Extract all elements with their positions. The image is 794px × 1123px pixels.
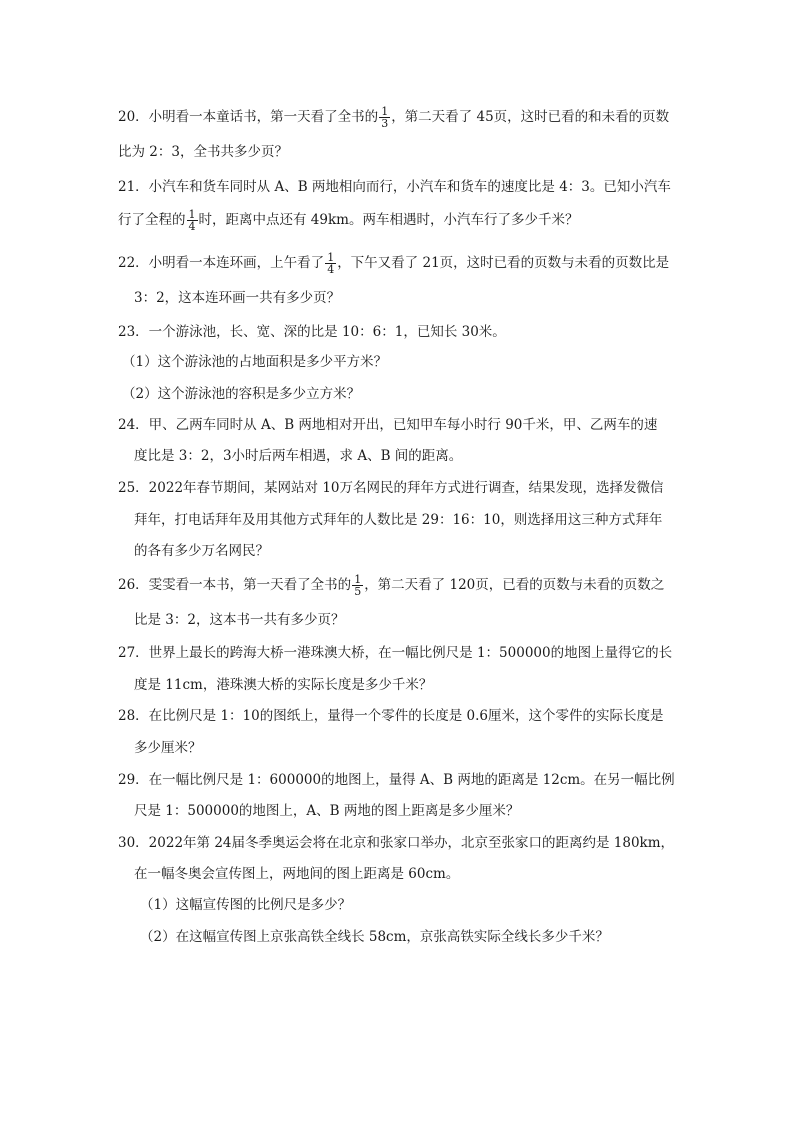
question-text: ，第二天看了 120页，已看的页数与未看的页数之: [364, 577, 665, 593]
question-text: 多少厘米？: [134, 740, 202, 756]
sub-question: （1）这个游泳池的占地面积是多少平方米？: [122, 354, 388, 370]
sub-question: （2）这个游泳池的容积是多少立方米？: [122, 386, 361, 402]
question-text: 3：2，这本连环画一共有多少页？: [134, 290, 341, 306]
question-text: 行了全程的: [118, 212, 186, 228]
fraction: $\frac{1}{3}$: [381, 105, 389, 130]
question-text: 21．小汽车和货车同时从 A、B 两地相向而行，小汽车和货车的速度比是 4：3。已知小汽车: [118, 179, 671, 195]
question-text: 28．在比例尺是 1：10的图纸上，量得一个零件的长度是 0.6厘米，这个零件的实际长度是: [118, 708, 664, 724]
question-text: 度是 11cm，港珠澳大桥的实际长度是多少千米？: [134, 677, 433, 693]
question-text: ，下午又看了 21页，这时已看的页数与未看的页数比是: [337, 255, 670, 271]
sub-question: （2）在这幅宣传图上京张高铁全线长 58cm，京张高铁实际全线长多少千米？: [140, 929, 609, 945]
question-text: 26．雯雯看一本书，第一天看了全书的: [118, 577, 352, 593]
question-text: 25．2022年春节期间，某网站对 10万名网民的拜年方式进行调查，结果发现，选择发微信: [118, 480, 664, 496]
question-text: 在一幅冬奥会宣传图上，两地间的图上距离是 60cm。: [134, 866, 460, 882]
question-text: 拜年，打电话拜年及用其他方式拜年的人数比是 29：16：10，则选择用这三种方式拜年: [134, 512, 663, 528]
question-text: 度比是 3：2，3小时后两车相遇，求 A、B 间的距离。: [134, 448, 463, 464]
question-text: 23．一个游泳池，长、宽、深的比是 10：6：1，已知长 30米。: [118, 324, 506, 340]
fraction: $\frac{1}{4}$: [327, 251, 335, 276]
question-text: 时，距离中点还有 49km。两车相遇时，小汽车行了多少千米？: [198, 212, 579, 228]
question-text: 27．世界上最长的跨海大桥一港珠澳大桥，在一幅比例尺是 1：500000的地图上量得它的长: [118, 645, 673, 661]
question-text: 29．在一幅比例尺是 1：600000的地图上，量得 A、B 两地的距离是 12cm。在另一幅比例: [118, 772, 675, 788]
question-text: 尺是 1：500000的地图上，A、B 两地的图上距离是多少厘米？: [134, 803, 520, 819]
question-text: 24．甲、乙两车同时从 A、B 两地相对开出，已知甲车每小时行 90千米，甲、乙两车的速: [118, 417, 658, 433]
sub-question: （1）这幅宣传图的比例尺是多少？: [140, 897, 352, 913]
fraction: $\frac{1}{4}$: [188, 208, 196, 233]
question-text: 20．小明看一本童话书，第一天看了全书的: [118, 109, 379, 125]
question-text: 22．小明看一本连环画，上午看了: [118, 255, 325, 271]
fraction: $\frac{1}{5}$: [354, 573, 362, 598]
question-text: 比是 3：2，这本书一共有多少页？: [134, 612, 345, 628]
question-text: 的各有多少万名网民？: [134, 543, 269, 559]
question-text: 比为 2：3，全书共多少页？: [118, 144, 288, 160]
question-text: 30．2022年第 24届冬季奥运会将在北京和张家口举办，北京至张家口的距离约是 180km，: [118, 835, 675, 851]
question-text: ，第二天看了 45页，这时已看的和未看的页数: [391, 109, 670, 125]
